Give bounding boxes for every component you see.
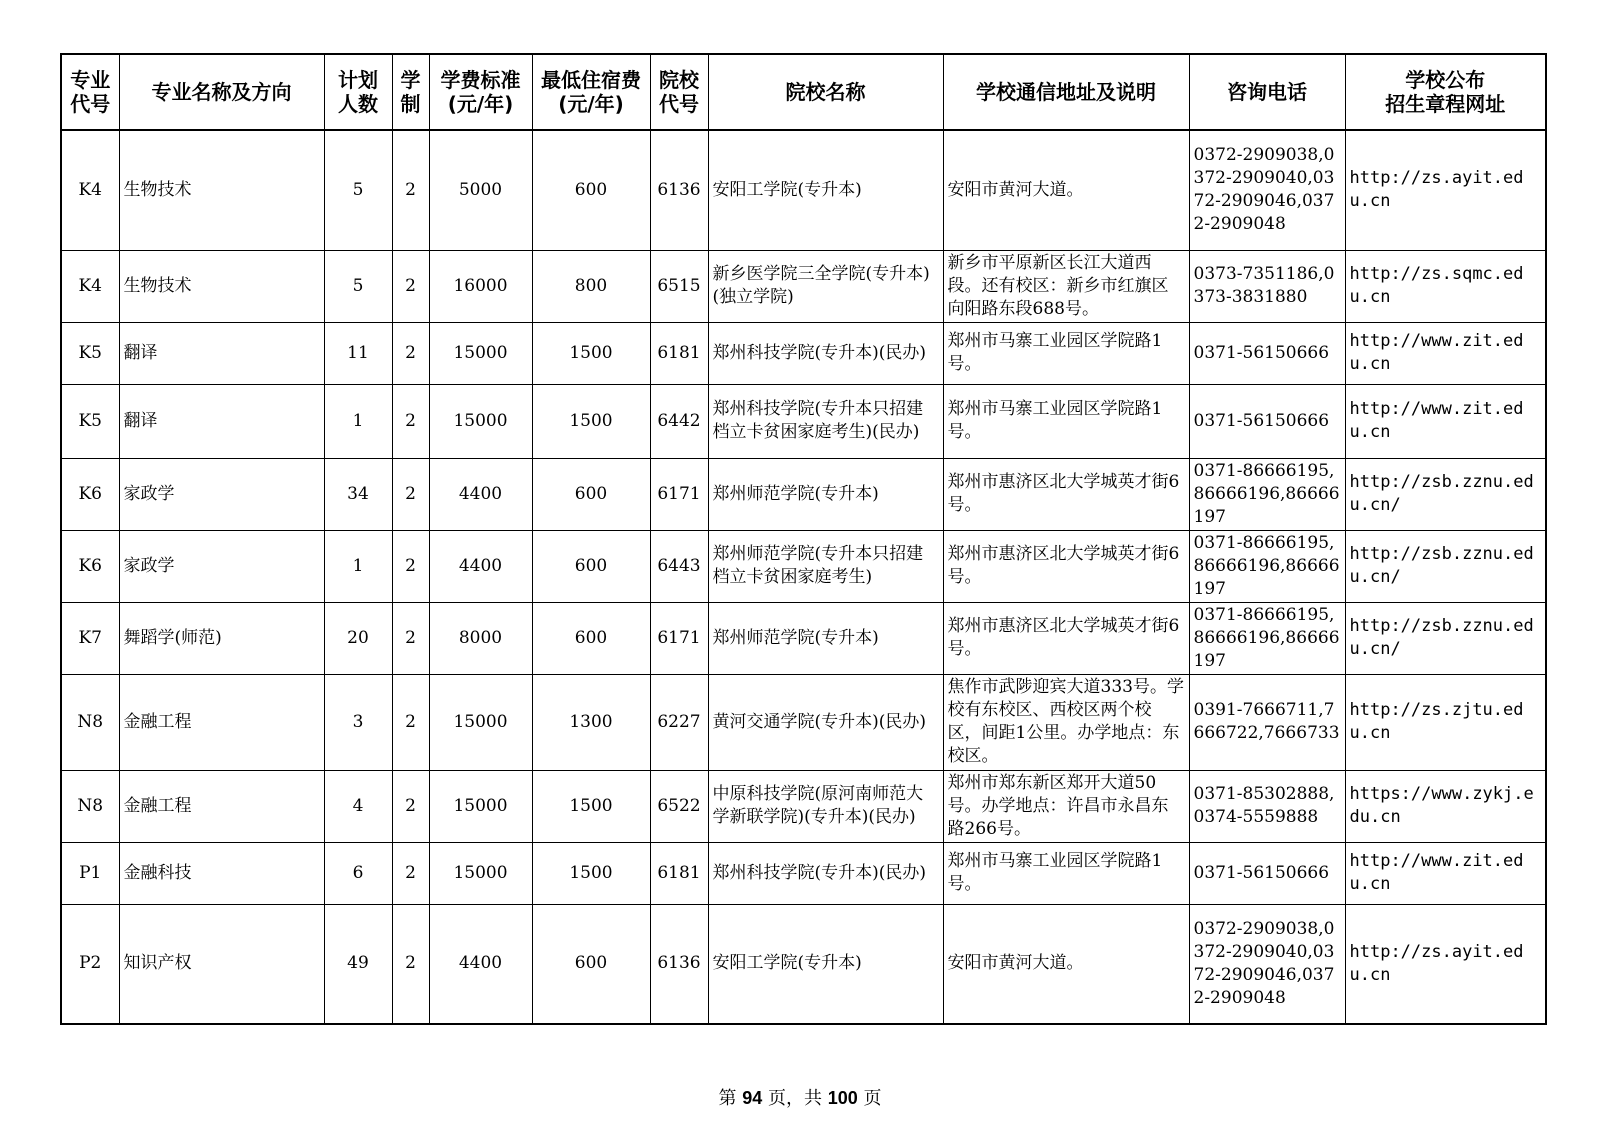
plan-count-cell: 49 — [324, 904, 392, 1024]
major-code-cell: P2 — [61, 904, 119, 1024]
address-cell: 郑州市郑东新区郑开大道50号。办学地点：许昌市永昌东路266号。 — [943, 770, 1189, 842]
header-phone: 咨询电话 — [1189, 54, 1345, 130]
school-name-cell: 郑州师范学院(专升本) — [708, 602, 943, 674]
major-code-cell: K4 — [61, 250, 119, 322]
phone-cell: 0371-56150666 — [1189, 842, 1345, 904]
plan-count-cell: 4 — [324, 770, 392, 842]
dorm-fee-cell: 600 — [532, 602, 650, 674]
major-name-cell: 家政学 — [119, 530, 324, 602]
school-code-cell: 6227 — [650, 674, 708, 770]
tuition-cell: 15000 — [429, 322, 532, 384]
school-name-cell: 郑州师范学院(专升本) — [708, 458, 943, 530]
tuition-cell: 4400 — [429, 904, 532, 1024]
charter-url-cell: http://zs.ayit.edu.cn — [1345, 130, 1546, 250]
plan-count-cell: 6 — [324, 842, 392, 904]
header-charter-url: 学校公布 招生章程网址 — [1345, 54, 1546, 130]
dorm-fee-cell: 600 — [532, 458, 650, 530]
dorm-fee-cell: 600 — [532, 130, 650, 250]
dorm-fee-cell: 1500 — [532, 770, 650, 842]
plan-count-cell: 20 — [324, 602, 392, 674]
phone-cell: 0371-86666195,86666196,86666197 — [1189, 458, 1345, 530]
phone-cell: 0372-2909038,0372-2909040,0372-2909046,0372-2909048 — [1189, 904, 1345, 1024]
dorm-fee-cell: 800 — [532, 250, 650, 322]
dorm-fee-cell: 600 — [532, 904, 650, 1024]
footer-prefix: 第 — [718, 1088, 737, 1109]
phone-cell: 0371-86666195,86666196,86666197 — [1189, 530, 1345, 602]
table-row — [61, 842, 1546, 904]
phone-cell: 0373-7351186,0373-3831880 — [1189, 250, 1345, 322]
dorm-fee-cell: 1500 — [532, 384, 650, 458]
header-major-name: 专业名称及方向 — [119, 54, 324, 130]
years-cell: 2 — [392, 130, 429, 250]
current-page-number: 94 — [742, 1088, 763, 1108]
table-row — [61, 130, 1546, 250]
school-name-cell: 郑州科技学院(专升本)(民办) — [708, 322, 943, 384]
school-name-cell: 郑州师范学院(专升本只招建档立卡贫困家庭考生) — [708, 530, 943, 602]
school-code-cell: 6136 — [650, 130, 708, 250]
tuition-cell: 5000 — [429, 130, 532, 250]
charter-url-cell: http://zsb.zznu.edu.cn/ — [1345, 602, 1546, 674]
major-name-cell: 金融工程 — [119, 674, 324, 770]
school-code-cell: 6171 — [650, 458, 708, 530]
plan-count-cell: 1 — [324, 384, 392, 458]
address-cell: 郑州市马寨工业园区学院路1号。 — [943, 322, 1189, 384]
school-code-cell: 6522 — [650, 770, 708, 842]
school-code-cell: 6515 — [650, 250, 708, 322]
address-cell: 郑州市惠济区北大学城英才街6号。 — [943, 458, 1189, 530]
major-code-cell: K7 — [61, 602, 119, 674]
address-cell: 安阳市黄河大道。 — [943, 904, 1189, 1024]
footer-middle: 页，共 — [767, 1088, 822, 1109]
phone-cell: 0371-56150666 — [1189, 384, 1345, 458]
phone-cell: 0371-56150666 — [1189, 322, 1345, 384]
major-code-cell: K6 — [61, 458, 119, 530]
years-cell: 2 — [392, 384, 429, 458]
table-row — [61, 770, 1546, 842]
dorm-fee-cell: 1500 — [532, 842, 650, 904]
table-body — [61, 130, 1546, 1024]
dorm-fee-cell: 1500 — [532, 322, 650, 384]
phone-cell: 0372-2909038,0372-2909040,0372-2909046,0372-2909048 — [1189, 130, 1345, 250]
phone-cell: 0391-7666711,7666722,7666733 — [1189, 674, 1345, 770]
phone-cell: 0371-86666195,86666196,86666197 — [1189, 602, 1345, 674]
school-code-cell: 6136 — [650, 904, 708, 1024]
footer-suffix: 页 — [863, 1088, 882, 1109]
school-code-cell: 6181 — [650, 322, 708, 384]
table-row — [61, 904, 1546, 1024]
school-code-cell: 6442 — [650, 384, 708, 458]
school-name-cell: 安阳工学院(专升本) — [708, 904, 943, 1024]
major-code-cell: P1 — [61, 842, 119, 904]
school-name-cell: 新乡医学院三全学院(专升本)(独立学院) — [708, 250, 943, 322]
page-footer — [0, 1084, 1600, 1110]
admissions-table — [60, 53, 1547, 1025]
major-code-cell: K4 — [61, 130, 119, 250]
school-name-cell: 中原科技学院(原河南师范大学新联学院)(专升本)(民办) — [708, 770, 943, 842]
charter-url-cell: http://zs.ayit.edu.cn — [1345, 904, 1546, 1024]
charter-url-cell: http://zs.sqmc.edu.cn — [1345, 250, 1546, 322]
charter-url-cell: http://zs.zjtu.edu.cn — [1345, 674, 1546, 770]
header-school-code: 院校 代号 — [650, 54, 708, 130]
school-name-cell: 黄河交通学院(专升本)(民办) — [708, 674, 943, 770]
phone-cell: 0371-85302888,0374-5559888 — [1189, 770, 1345, 842]
school-name-cell: 安阳工学院(专升本) — [708, 130, 943, 250]
table-row — [61, 384, 1546, 458]
major-name-cell: 舞蹈学(师范) — [119, 602, 324, 674]
address-cell: 郑州市马寨工业园区学院路1号。 — [943, 842, 1189, 904]
years-cell: 2 — [392, 250, 429, 322]
charter-url-cell: https://www.zykj.edu.cn — [1345, 770, 1546, 842]
header-major-code: 专业 代号 — [61, 54, 119, 130]
tuition-cell: 8000 — [429, 602, 532, 674]
table-row — [61, 602, 1546, 674]
charter-url-cell: http://zsb.zznu.edu.cn/ — [1345, 530, 1546, 602]
major-name-cell: 生物技术 — [119, 250, 324, 322]
table-row — [61, 458, 1546, 530]
major-name-cell: 金融科技 — [119, 842, 324, 904]
header-plan-count: 计划 人数 — [324, 54, 392, 130]
address-cell: 郑州市惠济区北大学城英才街6号。 — [943, 602, 1189, 674]
school-code-cell: 6443 — [650, 530, 708, 602]
major-name-cell: 生物技术 — [119, 130, 324, 250]
dorm-fee-cell: 1300 — [532, 674, 650, 770]
tuition-cell: 15000 — [429, 674, 532, 770]
major-code-cell: K5 — [61, 322, 119, 384]
charter-url-cell: http://zsb.zznu.edu.cn/ — [1345, 458, 1546, 530]
address-cell: 安阳市黄河大道。 — [943, 130, 1189, 250]
tuition-cell: 4400 — [429, 530, 532, 602]
tuition-cell: 15000 — [429, 842, 532, 904]
header-address: 学校通信地址及说明 — [943, 54, 1189, 130]
header-years: 学 制 — [392, 54, 429, 130]
years-cell: 2 — [392, 842, 429, 904]
table-row — [61, 322, 1546, 384]
address-cell: 新乡市平原新区长江大道西段。还有校区：新乡市红旗区向阳路东段688号。 — [943, 250, 1189, 322]
tuition-cell: 15000 — [429, 770, 532, 842]
header-dorm-fee: 最低住宿费 (元/年) — [532, 54, 650, 130]
major-name-cell: 翻译 — [119, 322, 324, 384]
major-code-cell: N8 — [61, 674, 119, 770]
plan-count-cell: 11 — [324, 322, 392, 384]
table-row — [61, 250, 1546, 322]
tuition-cell: 16000 — [429, 250, 532, 322]
tuition-cell: 15000 — [429, 384, 532, 458]
major-code-cell: K5 — [61, 384, 119, 458]
years-cell: 2 — [392, 322, 429, 384]
years-cell: 2 — [392, 904, 429, 1024]
school-name-cell: 郑州科技学院(专升本)(民办) — [708, 842, 943, 904]
major-code-cell: K6 — [61, 530, 119, 602]
major-name-cell: 翻译 — [119, 384, 324, 458]
table-header-row — [61, 54, 1546, 130]
address-cell: 郑州市马寨工业园区学院路1号。 — [943, 384, 1189, 458]
major-code-cell: N8 — [61, 770, 119, 842]
plan-count-cell: 5 — [324, 250, 392, 322]
major-name-cell: 金融工程 — [119, 770, 324, 842]
tuition-cell: 4400 — [429, 458, 532, 530]
header-school-name: 院校名称 — [708, 54, 943, 130]
plan-count-cell: 34 — [324, 458, 392, 530]
school-code-cell: 6181 — [650, 842, 708, 904]
school-code-cell: 6171 — [650, 602, 708, 674]
table-row — [61, 674, 1546, 770]
plan-count-cell: 1 — [324, 530, 392, 602]
years-cell: 2 — [392, 770, 429, 842]
years-cell: 2 — [392, 674, 429, 770]
years-cell: 2 — [392, 530, 429, 602]
years-cell: 2 — [392, 602, 429, 674]
major-name-cell: 家政学 — [119, 458, 324, 530]
years-cell: 2 — [392, 458, 429, 530]
dorm-fee-cell: 600 — [532, 530, 650, 602]
charter-url-cell: http://www.zit.edu.cn — [1345, 384, 1546, 458]
charter-url-cell: http://www.zit.edu.cn — [1345, 842, 1546, 904]
plan-count-cell: 5 — [324, 130, 392, 250]
school-name-cell: 郑州科技学院(专升本只招建档立卡贫困家庭考生)(民办) — [708, 384, 943, 458]
total-pages-number: 100 — [827, 1088, 858, 1108]
header-tuition: 学费标准 (元/年) — [429, 54, 532, 130]
address-cell: 焦作市武陟迎宾大道333号。学校有东校区、西校区两个校区，间距1公里。办学地点：东校区。 — [943, 674, 1189, 770]
table-row — [61, 530, 1546, 602]
major-name-cell: 知识产权 — [119, 904, 324, 1024]
plan-count-cell: 3 — [324, 674, 392, 770]
charter-url-cell: http://www.zit.edu.cn — [1345, 322, 1546, 384]
address-cell: 郑州市惠济区北大学城英才街6号。 — [943, 530, 1189, 602]
